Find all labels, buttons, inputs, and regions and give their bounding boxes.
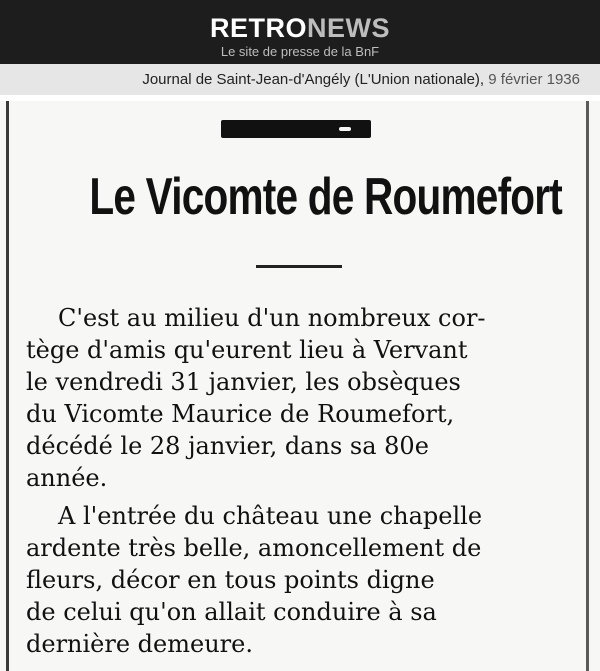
column-rule-left	[6, 101, 9, 671]
publication-date: 9 février 1936	[488, 71, 580, 88]
site-header	[0, 0, 600, 64]
newspaper-scan	[0, 101, 600, 671]
site-tagline: Le site de presse de la BnF	[220, 44, 380, 59]
article-line: ardente très belle, amoncellement de	[26, 534, 482, 562]
article-line: de celui qu'on allait conduire à sa	[26, 598, 437, 626]
journal-title[interactable]: Journal de Saint-Jean-d'Angély (L'Union nationale),	[142, 71, 489, 88]
headline-divider	[256, 265, 342, 268]
article-line: le vendredi 31 janvier, les obsèques	[26, 368, 461, 396]
article-line: décédé le 28 janvier, dans sa 80e	[26, 432, 429, 460]
retronews-logo[interactable]	[0, 13, 600, 43]
article-line: du Vicomte Maurice de Roumefort,	[26, 400, 455, 428]
article-line: C'est au milieu d'un nombreux cor-	[58, 304, 486, 332]
article-line: A l'entrée du château une chapelle	[58, 502, 483, 530]
decorative-bar	[221, 120, 371, 138]
article-headline: Le Vicomte de Roumefort	[89, 168, 563, 226]
logo-retro: RETRO	[210, 13, 307, 43]
article-line: année.	[26, 464, 108, 492]
column-rule-right	[586, 101, 589, 671]
source-citation	[142, 71, 580, 88]
article-line: tège d'amis qu'eurent lieu à Vervant	[26, 336, 468, 364]
article-line: fleurs, décor en tous points digne	[26, 566, 435, 594]
source-bar	[0, 64, 600, 95]
logo-news: NEWS	[307, 13, 390, 43]
article-line: dernière demeure.	[26, 630, 253, 658]
